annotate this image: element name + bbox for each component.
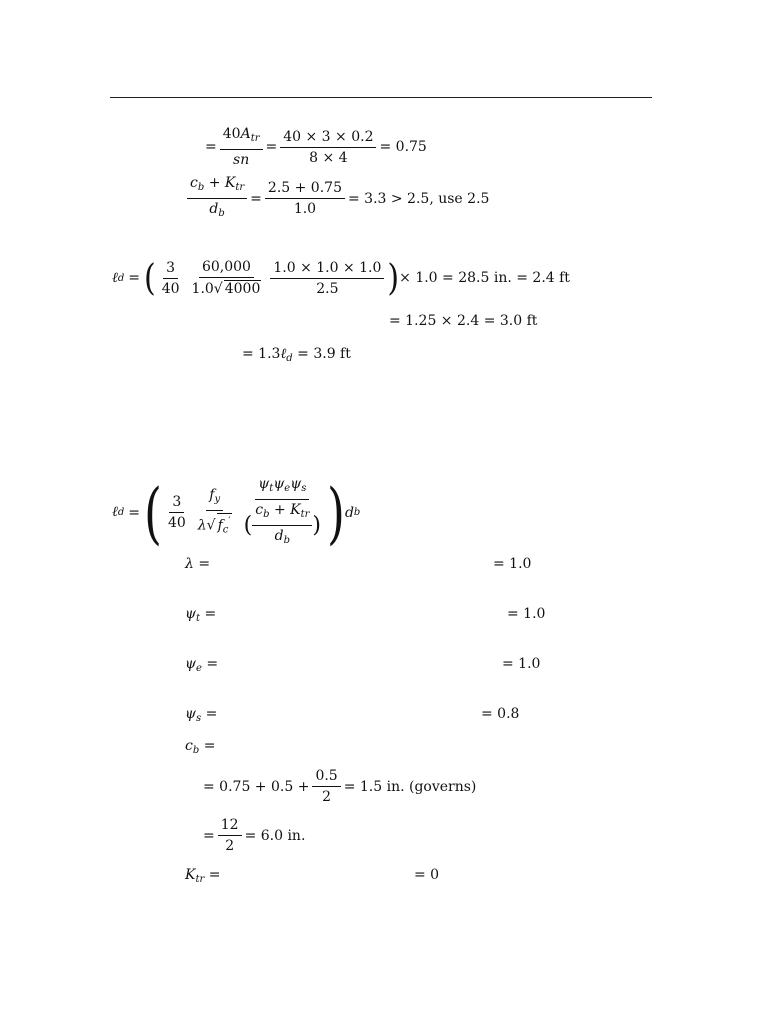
coef: 1.0 <box>191 281 214 297</box>
numerator: 12 <box>218 817 242 836</box>
var-k: K <box>224 175 236 191</box>
var-d: d <box>274 528 284 544</box>
psi-e-label: $\psi_e$ = <box>185 656 219 674</box>
equation-ld-general <box>112 473 361 552</box>
sub-b: b <box>263 509 270 520</box>
fraction-3-40 <box>165 494 189 531</box>
sub-e: e <box>284 483 291 494</box>
var-psi: ψ <box>258 476 270 492</box>
header-rule <box>110 97 652 98</box>
var-c: c <box>255 502 264 518</box>
fraction-half-bar <box>312 768 340 805</box>
numerator: 2.5 + 0.75 <box>265 180 345 199</box>
sub-t: t <box>269 483 274 494</box>
fraction-numeric <box>265 180 345 217</box>
denominator: 40 <box>167 515 186 531</box>
sub-tr: tr <box>300 509 310 520</box>
equals-sign: = <box>250 190 262 207</box>
equals-sign: = <box>128 504 140 521</box>
equation-cb-ktr-db <box>184 175 489 222</box>
psi-t-label: $\psi_t$ = <box>185 606 217 624</box>
numerator-40: 40 <box>222 126 241 142</box>
right-paren: ) <box>327 473 345 552</box>
denominator: 1.0 <box>293 201 317 217</box>
result: = 0.75 <box>379 139 427 155</box>
var-k: K <box>290 502 301 518</box>
denominator: 40 <box>161 280 180 297</box>
equals-sign: = <box>205 139 217 155</box>
sub-b: b <box>197 182 205 193</box>
sub-d: d <box>117 507 125 518</box>
psi-s-value: = 0.8 <box>481 706 520 722</box>
fraction-psi-product <box>270 260 384 297</box>
left-paren: ( <box>143 473 162 552</box>
var-a: A <box>240 126 251 142</box>
prefix: = 1.3 <box>242 346 281 362</box>
var-ell: ℓ <box>112 504 118 520</box>
fraction-psi-over-cb: $\psi_t\psi_e\psi_s$ ( $\frac{c_b + K_{tr}}{d_b}$ ) <box>241 476 324 549</box>
equals-sign: = <box>265 139 278 155</box>
result: = 6.0 in. <box>244 827 306 844</box>
equals-sign: = <box>128 270 140 286</box>
fraction-40atr-sn <box>220 126 263 168</box>
sub-d: d <box>286 353 293 364</box>
sub-b: b <box>353 507 361 518</box>
numerator: 3 <box>169 494 184 513</box>
lambda-value: = 1.0 <box>493 556 532 572</box>
psi-t-value: = 1.0 <box>507 606 546 622</box>
equation-lap-length: = 1.25 × 2.4 = 3.0 ft <box>389 313 538 329</box>
var-f: f <box>217 517 223 534</box>
psi-e-value: = 1.0 <box>502 656 541 672</box>
var-ell: ℓ <box>280 346 287 362</box>
equation-1-3ld <box>242 346 351 364</box>
prefix: = <box>203 827 215 844</box>
sub-tr: tr <box>235 182 245 193</box>
psi-s-label: $\psi_s$ = <box>185 706 218 724</box>
numerator: 0.5 <box>312 768 340 787</box>
denominator: 2 <box>322 789 332 805</box>
fraction-fy-sqrt: $\frac{60,000}{1.0√ 4000}$ <box>191 259 261 297</box>
sub-tr: tr <box>250 133 260 144</box>
fraction-12-2 <box>218 817 242 854</box>
denominator: 2 <box>225 838 235 854</box>
cb-cover-equation <box>203 768 476 805</box>
equation-atr-ratio <box>205 126 427 168</box>
equation-ld-numeric <box>112 259 570 297</box>
cb-spacing-equation <box>203 817 305 854</box>
lambda-label: λ = <box>185 556 211 572</box>
numerator: 40 × 3 × 0.2 <box>280 129 376 148</box>
sub-d: d <box>117 272 125 284</box>
plus-sign: + <box>208 175 221 191</box>
cb-label: $c_b$ = <box>185 738 216 756</box>
fraction-fy-lambda: $\frac{f_y}{\lambda√ f_c'}$ <box>195 487 235 539</box>
sub-s: s <box>301 483 307 494</box>
result: × 1.0 = 28.5 in. = 2.4 ft <box>399 270 570 286</box>
var-c: c <box>190 175 198 191</box>
result: = 3.9 ft <box>297 346 351 362</box>
denominator: 8 × 4 <box>309 149 348 166</box>
prefix: = 0.75 + 0.5 + <box>203 778 310 795</box>
numerator: 3 <box>163 260 178 279</box>
sub-b: b <box>218 208 225 219</box>
ktr-label: $K_{tr}$ = <box>185 867 221 885</box>
denominator: 2.5 <box>316 280 339 297</box>
numerator: 60,000 <box>199 259 254 278</box>
sub-b: b <box>283 535 290 546</box>
fraction-cb-ktr-db <box>252 502 312 549</box>
fraction-cb-ktr-db <box>187 175 247 222</box>
var-d: d <box>344 504 354 521</box>
var-f: f <box>209 486 215 503</box>
result: = 3.3 > 2.5, use 2.5 <box>347 190 490 207</box>
var-lambda: λ <box>197 517 207 534</box>
sub-c: c <box>222 524 229 536</box>
var-ell: ℓ <box>112 269 118 286</box>
var-d: d <box>209 201 219 217</box>
denominator-sn: sn <box>233 152 250 168</box>
sub-y: y <box>214 493 221 505</box>
sqrt-arg: 4000 <box>224 281 261 297</box>
plus-sign: + <box>273 502 286 518</box>
ktr-value: = 0 <box>414 867 440 883</box>
result: = 1.5 in. (governs) <box>343 778 477 795</box>
left-paren: ( <box>143 257 156 299</box>
prime: ′ <box>228 515 231 527</box>
fraction-numeric <box>280 129 376 166</box>
right-paren: ) <box>387 257 400 299</box>
numerator: 1.0 × 1.0 × 1.0 <box>270 260 384 279</box>
fraction-3-40 <box>159 260 183 297</box>
